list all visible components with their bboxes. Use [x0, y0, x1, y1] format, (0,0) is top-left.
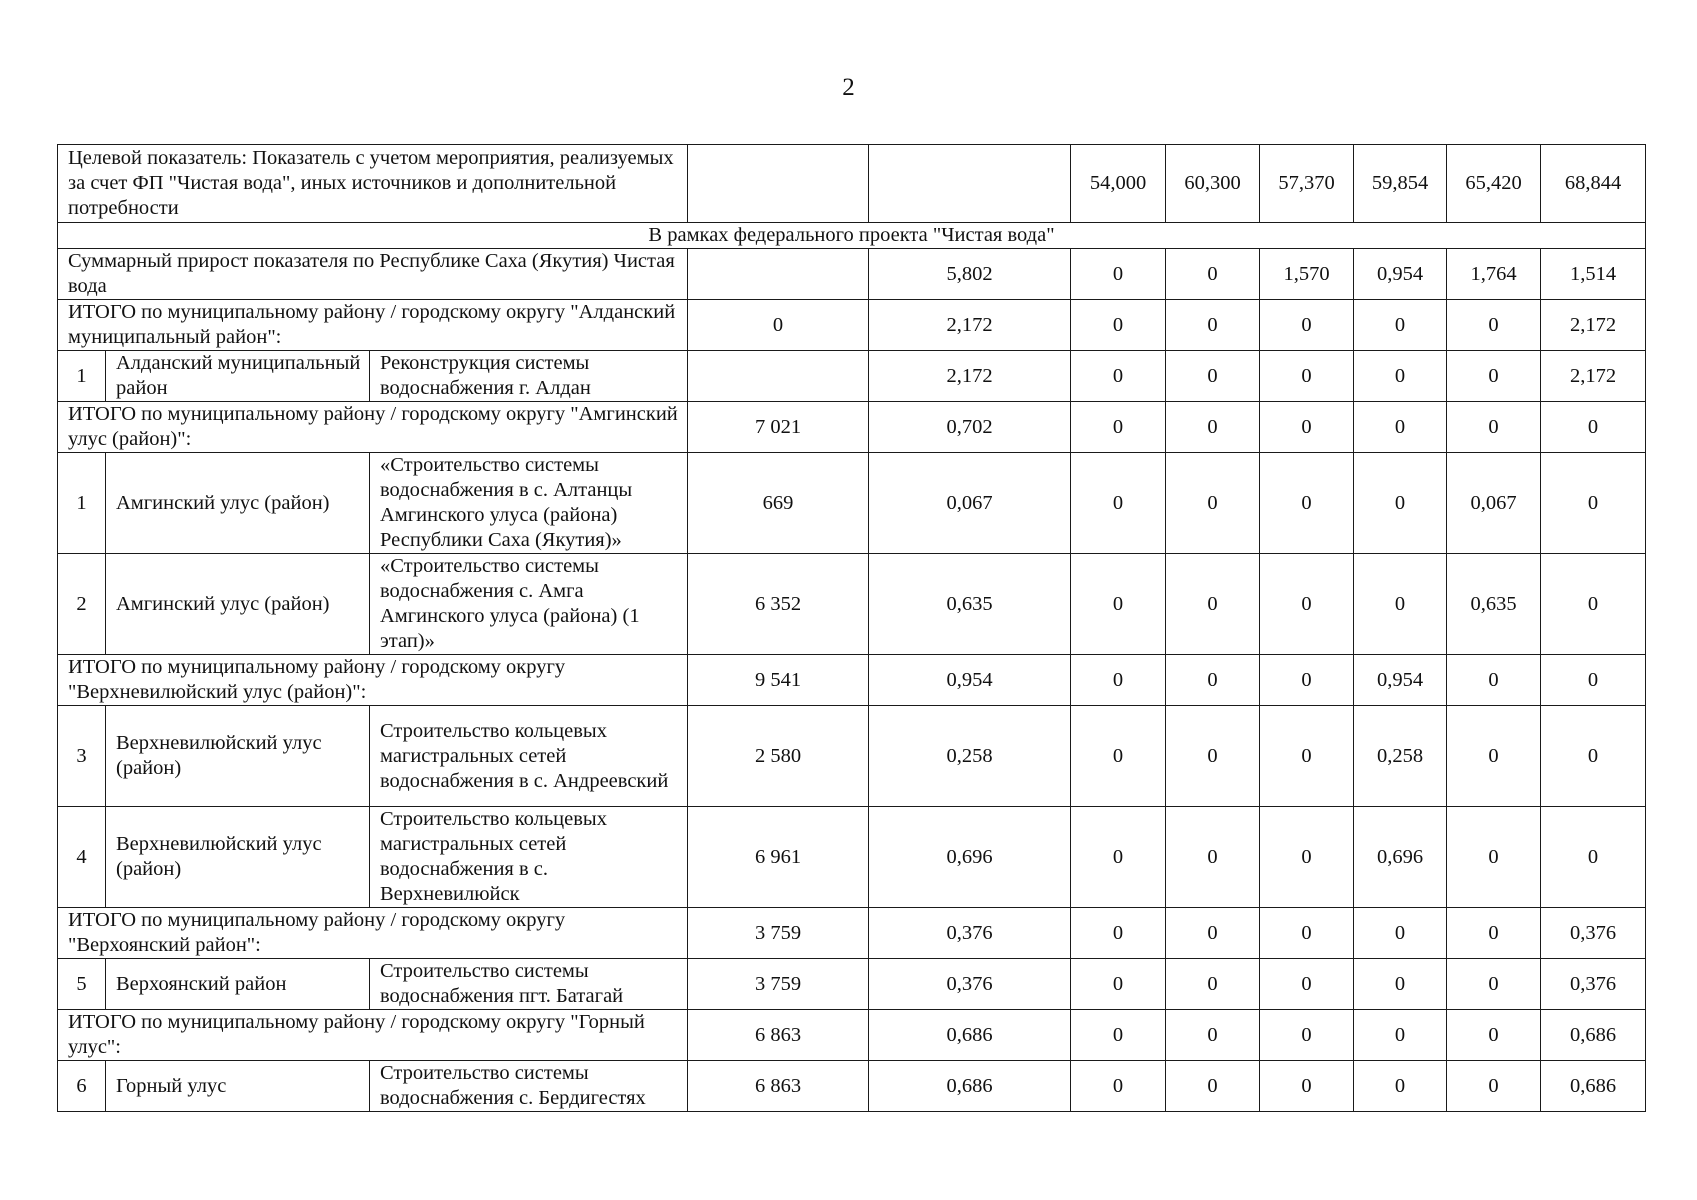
- total-row: [58, 908, 1646, 959]
- cell-year-value: 0: [1166, 249, 1260, 300]
- cell-year-value: 0,376: [1541, 959, 1646, 1010]
- cell-year-value: 0,376: [1541, 908, 1646, 959]
- table-row: [58, 706, 1646, 807]
- total-row: [58, 145, 1646, 223]
- cell-year-value: 0: [1260, 453, 1354, 554]
- cell-value-a: 6 961: [688, 807, 869, 908]
- cell-year-value: 0: [1260, 908, 1354, 959]
- district-name: Горный улус: [106, 1061, 370, 1112]
- cell-year-value: 0: [1166, 1061, 1260, 1112]
- cell-year-value: 0: [1071, 706, 1166, 807]
- cell-year-value: 0: [1071, 453, 1166, 554]
- cell-year-value: 1,514: [1541, 249, 1646, 300]
- cell-year-value: 0: [1071, 1061, 1166, 1112]
- district-name: Алданский муниципальный район: [106, 351, 370, 402]
- cell-year-value: 0,696: [1354, 807, 1447, 908]
- cell-value-a: [688, 145, 869, 223]
- cell-year-value: 0: [1071, 655, 1166, 706]
- row-number: 4: [58, 807, 106, 908]
- indicators-table: [57, 144, 1646, 1112]
- cell-year-value: 1,570: [1260, 249, 1354, 300]
- cell-year-value: 0: [1260, 300, 1354, 351]
- row-number: 2: [58, 554, 106, 655]
- project-name: Строительство кольцевых магистральных сетей водоснабжения в с. Андреевский: [370, 706, 688, 807]
- total-row: [58, 249, 1646, 300]
- cell-value-b: 0,376: [869, 959, 1071, 1010]
- cell-year-value: 0: [1447, 402, 1541, 453]
- cell-value-b: 2,172: [869, 351, 1071, 402]
- cell-year-value: 0: [1166, 959, 1260, 1010]
- cell-year-value: 0: [1166, 554, 1260, 655]
- cell-year-value: 0,954: [1354, 655, 1447, 706]
- row-number: 3: [58, 706, 106, 807]
- cell-year-value: 0: [1354, 453, 1447, 554]
- cell-year-value: 0: [1166, 402, 1260, 453]
- cell-year-value: 0: [1166, 300, 1260, 351]
- cell-year-value: 0,067: [1447, 453, 1541, 554]
- cell-year-value: 0: [1071, 402, 1166, 453]
- cell-year-value: 0: [1260, 1010, 1354, 1061]
- cell-year-value: 0: [1260, 402, 1354, 453]
- cell-value-b: 0,376: [869, 908, 1071, 959]
- cell-year-value: 0: [1354, 351, 1447, 402]
- cell-value-a: 0: [688, 300, 869, 351]
- cell-year-value: 0: [1260, 351, 1354, 402]
- cell-value-b: 0,686: [869, 1061, 1071, 1112]
- cell-year-value: 0: [1541, 807, 1646, 908]
- cell-value-a: 6 863: [688, 1010, 869, 1061]
- table-row: [58, 1061, 1646, 1112]
- project-name: Строительство кольцевых магистральных сетей водоснабжения в с. Верхневилюйск: [370, 807, 688, 908]
- cell-year-value: 0: [1354, 1061, 1447, 1112]
- cell-value-b: 0,702: [869, 402, 1071, 453]
- cell-year-value: 0: [1260, 1061, 1354, 1112]
- cell-year-value: 0: [1071, 807, 1166, 908]
- cell-value-b: 0,635: [869, 554, 1071, 655]
- cell-year-value: 0: [1260, 959, 1354, 1010]
- district-name: Амгинский улус (район): [106, 453, 370, 554]
- cell-year-value: 0: [1447, 959, 1541, 1010]
- table-row: [58, 959, 1646, 1010]
- cell-year-value: 0: [1447, 300, 1541, 351]
- cell-year-value: 0: [1071, 908, 1166, 959]
- cell-year-value: 0: [1260, 706, 1354, 807]
- cell-year-value: 0: [1260, 807, 1354, 908]
- cell-year-value: 2,172: [1541, 351, 1646, 402]
- total-row: [58, 402, 1646, 453]
- cell-year-value: 0: [1260, 655, 1354, 706]
- table-row: [58, 453, 1646, 554]
- cell-year-value: 0: [1354, 402, 1447, 453]
- cell-value-b: 0,258: [869, 706, 1071, 807]
- cell-year-value: 0: [1166, 655, 1260, 706]
- cell-year-value: 0: [1260, 554, 1354, 655]
- cell-year-value: 0: [1071, 959, 1166, 1010]
- cell-year-value: 0: [1071, 249, 1166, 300]
- cell-value-a: 7 021: [688, 402, 869, 453]
- cell-value-b: 0,954: [869, 655, 1071, 706]
- row-label: ИТОГО по муниципальному району / городскому округу "Верхневилюйский улус (район)":: [58, 655, 688, 706]
- cell-value-a: 2 580: [688, 706, 869, 807]
- cell-year-value: 0: [1541, 554, 1646, 655]
- district-name: Верхоянский район: [106, 959, 370, 1010]
- cell-year-value: 0: [1166, 1010, 1260, 1061]
- cell-year-value: 57,370: [1260, 145, 1354, 223]
- page-number: 2: [842, 74, 855, 101]
- cell-year-value: 0,686: [1541, 1061, 1646, 1112]
- cell-year-value: 0: [1354, 959, 1447, 1010]
- cell-year-value: 0: [1541, 655, 1646, 706]
- cell-year-value: 60,300: [1166, 145, 1260, 223]
- cell-year-value: 0: [1166, 351, 1260, 402]
- cell-year-value: 65,420: [1447, 145, 1541, 223]
- cell-value-b: 5,802: [869, 249, 1071, 300]
- table-row: [58, 807, 1646, 908]
- cell-year-value: 0,635: [1447, 554, 1541, 655]
- cell-year-value: 0: [1447, 908, 1541, 959]
- cell-year-value: 0: [1447, 351, 1541, 402]
- row-label: Целевой показатель: Показатель с учетом мероприятия, реализуемых за счет ФП "Чистая вода", иных источников и дополнительной потребности: [58, 145, 688, 223]
- district-name: Амгинский улус (район): [106, 554, 370, 655]
- cell-year-value: 0: [1354, 908, 1447, 959]
- row-label: ИТОГО по муниципальному району / городскому округу "Горный улус":: [58, 1010, 688, 1061]
- cell-value-a: 3 759: [688, 959, 869, 1010]
- cell-value-a: 3 759: [688, 908, 869, 959]
- cell-year-value: 0: [1354, 1010, 1447, 1061]
- row-number: 6: [58, 1061, 106, 1112]
- cell-value-a: 669: [688, 453, 869, 554]
- table-body: [58, 145, 1646, 1112]
- cell-year-value: 59,854: [1354, 145, 1447, 223]
- cell-value-a: [688, 249, 869, 300]
- cell-year-value: 0: [1071, 1010, 1166, 1061]
- cell-year-value: 0: [1447, 807, 1541, 908]
- project-name: Строительство системы водоснабжения пгт. Батагай: [370, 959, 688, 1010]
- cell-value-a: 6 863: [688, 1061, 869, 1112]
- project-name: «Строительство системы водоснабжения с. Амга Амгинского улуса (района) (1 этап)»: [370, 554, 688, 655]
- cell-value-b: [869, 145, 1071, 223]
- cell-year-value: 0: [1541, 706, 1646, 807]
- cell-year-value: 0: [1541, 453, 1646, 554]
- cell-year-value: 0,258: [1354, 706, 1447, 807]
- cell-value-b: 2,172: [869, 300, 1071, 351]
- cell-year-value: 0: [1354, 300, 1447, 351]
- project-name: Строительство системы водоснабжения с. Бердигестях: [370, 1061, 688, 1112]
- cell-value-a: 6 352: [688, 554, 869, 655]
- table-row: [58, 351, 1646, 402]
- cell-year-value: 0: [1166, 453, 1260, 554]
- cell-value-b: 0,686: [869, 1010, 1071, 1061]
- cell-year-value: 0,954: [1354, 249, 1447, 300]
- cell-year-value: 68,844: [1541, 145, 1646, 223]
- cell-value-b: 0,067: [869, 453, 1071, 554]
- district-name: Верхневилюйский улус (район): [106, 706, 370, 807]
- total-row: [58, 655, 1646, 706]
- cell-year-value: 0: [1447, 706, 1541, 807]
- row-number: 1: [58, 351, 106, 402]
- cell-year-value: 0: [1071, 554, 1166, 655]
- cell-year-value: 0: [1447, 1010, 1541, 1061]
- cell-value-a: 9 541: [688, 655, 869, 706]
- cell-year-value: 0: [1354, 554, 1447, 655]
- cell-year-value: 0: [1447, 1061, 1541, 1112]
- cell-year-value: 1,764: [1447, 249, 1541, 300]
- row-number: 5: [58, 959, 106, 1010]
- cell-year-value: 0,686: [1541, 1010, 1646, 1061]
- section-header: В рамках федерального проекта "Чистая вода": [58, 223, 1646, 249]
- cell-year-value: 0: [1447, 655, 1541, 706]
- row-number: 1: [58, 453, 106, 554]
- row-label: ИТОГО по муниципальному району / городскому округу "Верхоянский район":: [58, 908, 688, 959]
- district-name: Верхневилюйский улус (район): [106, 807, 370, 908]
- table-row: [58, 554, 1646, 655]
- cell-value-b: 0,696: [869, 807, 1071, 908]
- cell-year-value: 54,000: [1071, 145, 1166, 223]
- cell-year-value: 0: [1541, 402, 1646, 453]
- project-name: Реконструкция системы водоснабжения г. Алдан: [370, 351, 688, 402]
- total-row: [58, 300, 1646, 351]
- row-label: ИТОГО по муниципальному району / городскому округу "Алданский муниципальный район":: [58, 300, 688, 351]
- cell-year-value: 0: [1166, 807, 1260, 908]
- project-name: «Строительство системы водоснабжения в с. Алтанцы Амгинского улуса (района) Республики Саха (Якутия)»: [370, 453, 688, 554]
- row-label: Суммарный прирост показателя по Республике Саха (Якутия) Чистая вода: [58, 249, 688, 300]
- cell-year-value: 2,172: [1541, 300, 1646, 351]
- cell-year-value: 0: [1071, 300, 1166, 351]
- cell-year-value: 0: [1071, 351, 1166, 402]
- cell-year-value: 0: [1166, 706, 1260, 807]
- section-row: [58, 223, 1646, 249]
- cell-value-a: [688, 351, 869, 402]
- cell-year-value: 0: [1166, 908, 1260, 959]
- row-label: ИТОГО по муниципальному району / городскому округу "Амгинский улус (район)":: [58, 402, 688, 453]
- total-row: [58, 1010, 1646, 1061]
